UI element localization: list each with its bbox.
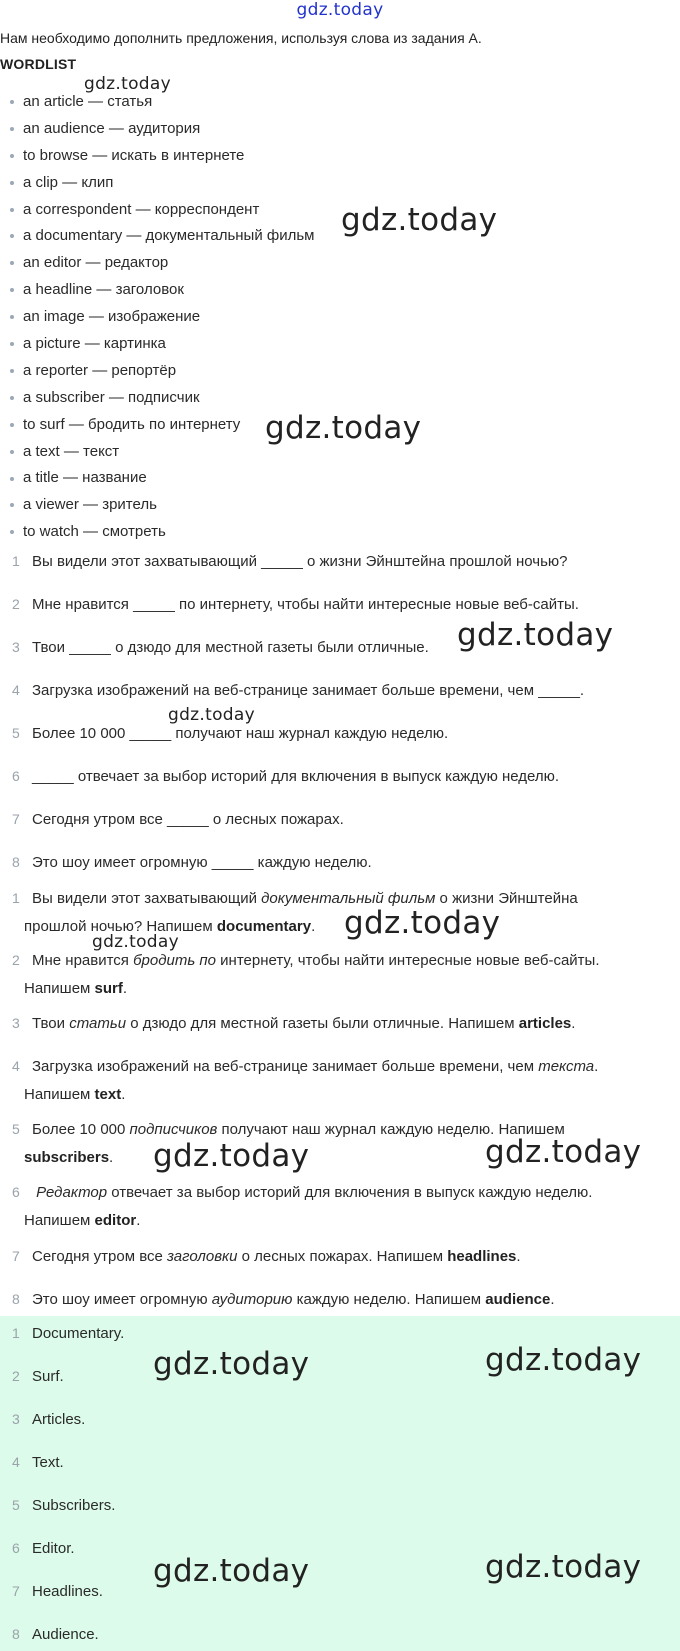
task-row: 3 Твои _____ о дзюдо для местной газеты были отличные. <box>12 639 429 656</box>
watermark: gdz.today <box>84 74 171 94</box>
intro-text: Нам необходимо дополнить предложения, используя слова из задания A. <box>0 30 482 46</box>
wordlist-item: a correspondent — корреспондент <box>10 198 314 225</box>
bullet-icon <box>10 342 14 346</box>
bullet-icon <box>10 450 14 454</box>
wordlist-item: a headline — заголовок <box>10 278 314 305</box>
answer-row: 2 Surf. <box>12 1368 64 1385</box>
explanation-row: 3 Твои статьи о дзюдо для местной газеты были отличные. Напишем articles. <box>12 1015 576 1032</box>
wordlist-item: to surf — бродить по интернету <box>10 413 314 440</box>
task-row: 7 Сегодня утром все _____ о лесных пожарах. <box>12 811 344 828</box>
bullet-icon <box>10 396 14 400</box>
explanation-row: 8 Это шоу имеет огромную аудиторию каждую неделю. Напишем audience. <box>12 1291 555 1308</box>
bullet-icon <box>10 208 14 212</box>
watermark: gdz.today <box>92 932 179 952</box>
site-logo[interactable]: gdz.today <box>296 0 384 20</box>
watermark: gdz.today <box>265 410 422 446</box>
watermark: gdz.today <box>344 905 501 941</box>
bullet-icon <box>10 261 14 265</box>
watermark: gdz.today <box>341 202 498 238</box>
answer-row: 5 Subscribers. <box>12 1497 116 1514</box>
answer-row: 7 Headlines. <box>12 1583 103 1600</box>
bullet-icon <box>10 477 14 481</box>
answer-row: 4 Text. <box>12 1454 64 1471</box>
bullet-icon <box>10 100 14 104</box>
task-row: 4 Загрузка изображений на веб-странице занимает больше времени, чем _____. <box>12 682 585 699</box>
task-row: 8 Это шоу имеет огромную _____ каждую неделю. <box>12 854 372 871</box>
wordlist-item: a picture — картинка <box>10 332 314 359</box>
watermark: gdz.today <box>153 1553 310 1589</box>
wordlist-item: an editor — редактор <box>10 251 314 278</box>
bullet-icon <box>10 181 14 185</box>
task-row: 1 Вы видели этот захватывающий _____ о жизни Эйнштейна прошлой ночью? <box>12 553 568 570</box>
bullet-icon <box>10 315 14 319</box>
bullet-icon <box>10 503 14 507</box>
task-row: 5 Более 10 000 _____ получают наш журнал каждую неделю. <box>12 725 449 742</box>
answer-row: 1 Documentary. <box>12 1325 125 1342</box>
watermark: gdz.today <box>153 1138 310 1174</box>
bullet-icon <box>10 423 14 427</box>
watermark: gdz.today <box>485 1549 642 1585</box>
explanation-row: 7 Сегодня утром все заголовки о лесных пожарах. Напишем headlines. <box>12 1248 521 1265</box>
wordlist-item: to browse — искать в интернете <box>10 144 314 171</box>
explanation-row: 6 Редактор отвечает за выбор историй для включения в выпуск каждую неделю. Напишем editor. <box>12 1184 593 1229</box>
watermark: gdz.today <box>457 617 614 653</box>
answer-row: 6 Editor. <box>12 1540 75 1557</box>
wordlist <box>10 90 314 547</box>
wordlist-item: an image — изображение <box>10 305 314 332</box>
bullet-icon <box>10 154 14 158</box>
explanation-row: 1 Вы видели этот захватывающий документальный фильм о жизни Эйнштейна прошлой ночью? Напишем documentary. <box>12 890 578 935</box>
watermark: gdz.today <box>168 705 255 725</box>
wordlist-item: a clip — клип <box>10 171 314 198</box>
watermark: gdz.today <box>153 1346 310 1382</box>
explanation-row: 5 Более 10 000 подписчиков получают наш журнал каждую неделю. Напишем subscribers. <box>12 1121 565 1166</box>
answer-row: 8 Audience. <box>12 1626 99 1643</box>
bullet-icon <box>10 530 14 534</box>
wordlist-item: a viewer — зритель <box>10 493 314 520</box>
watermark: gdz.today <box>485 1342 642 1378</box>
wordlist-item: an article — статья <box>10 90 314 117</box>
wordlist-item: a subscriber — подписчик <box>10 386 314 413</box>
task-row: 2 Мне нравится _____ по интернету, чтобы найти интересные новые веб-сайты. <box>12 596 579 613</box>
bullet-icon <box>10 369 14 373</box>
wordlist-item: a title — название <box>10 466 314 493</box>
wordlist-item: an audience — аудитория <box>10 117 314 144</box>
bullet-icon <box>10 127 14 131</box>
wordlist-item: to watch — смотреть <box>10 520 314 547</box>
wordlist-item: a reporter — репортёр <box>10 359 314 386</box>
explanation-row: 2 Мне нравится бродить по интернету, чтобы найти интересные новые веб-сайты. Напишем surf. <box>12 952 600 997</box>
wordlist-item: a text — текст <box>10 440 314 467</box>
answer-row: 3 Articles. <box>12 1411 86 1428</box>
bullet-icon <box>10 234 14 238</box>
watermark: gdz.today <box>485 1134 642 1170</box>
explanation-row: 4 Загрузка изображений на веб-странице занимает больше времени, чем текста. Напишем text. <box>12 1058 599 1103</box>
bullet-icon <box>10 288 14 292</box>
wordlist-title: WORDLIST <box>0 56 77 72</box>
task-row: 6 _____ отвечает за выбор историй для включения в выпуск каждую неделю. <box>12 768 560 785</box>
wordlist-item: a documentary — документальный фильм <box>10 224 314 251</box>
